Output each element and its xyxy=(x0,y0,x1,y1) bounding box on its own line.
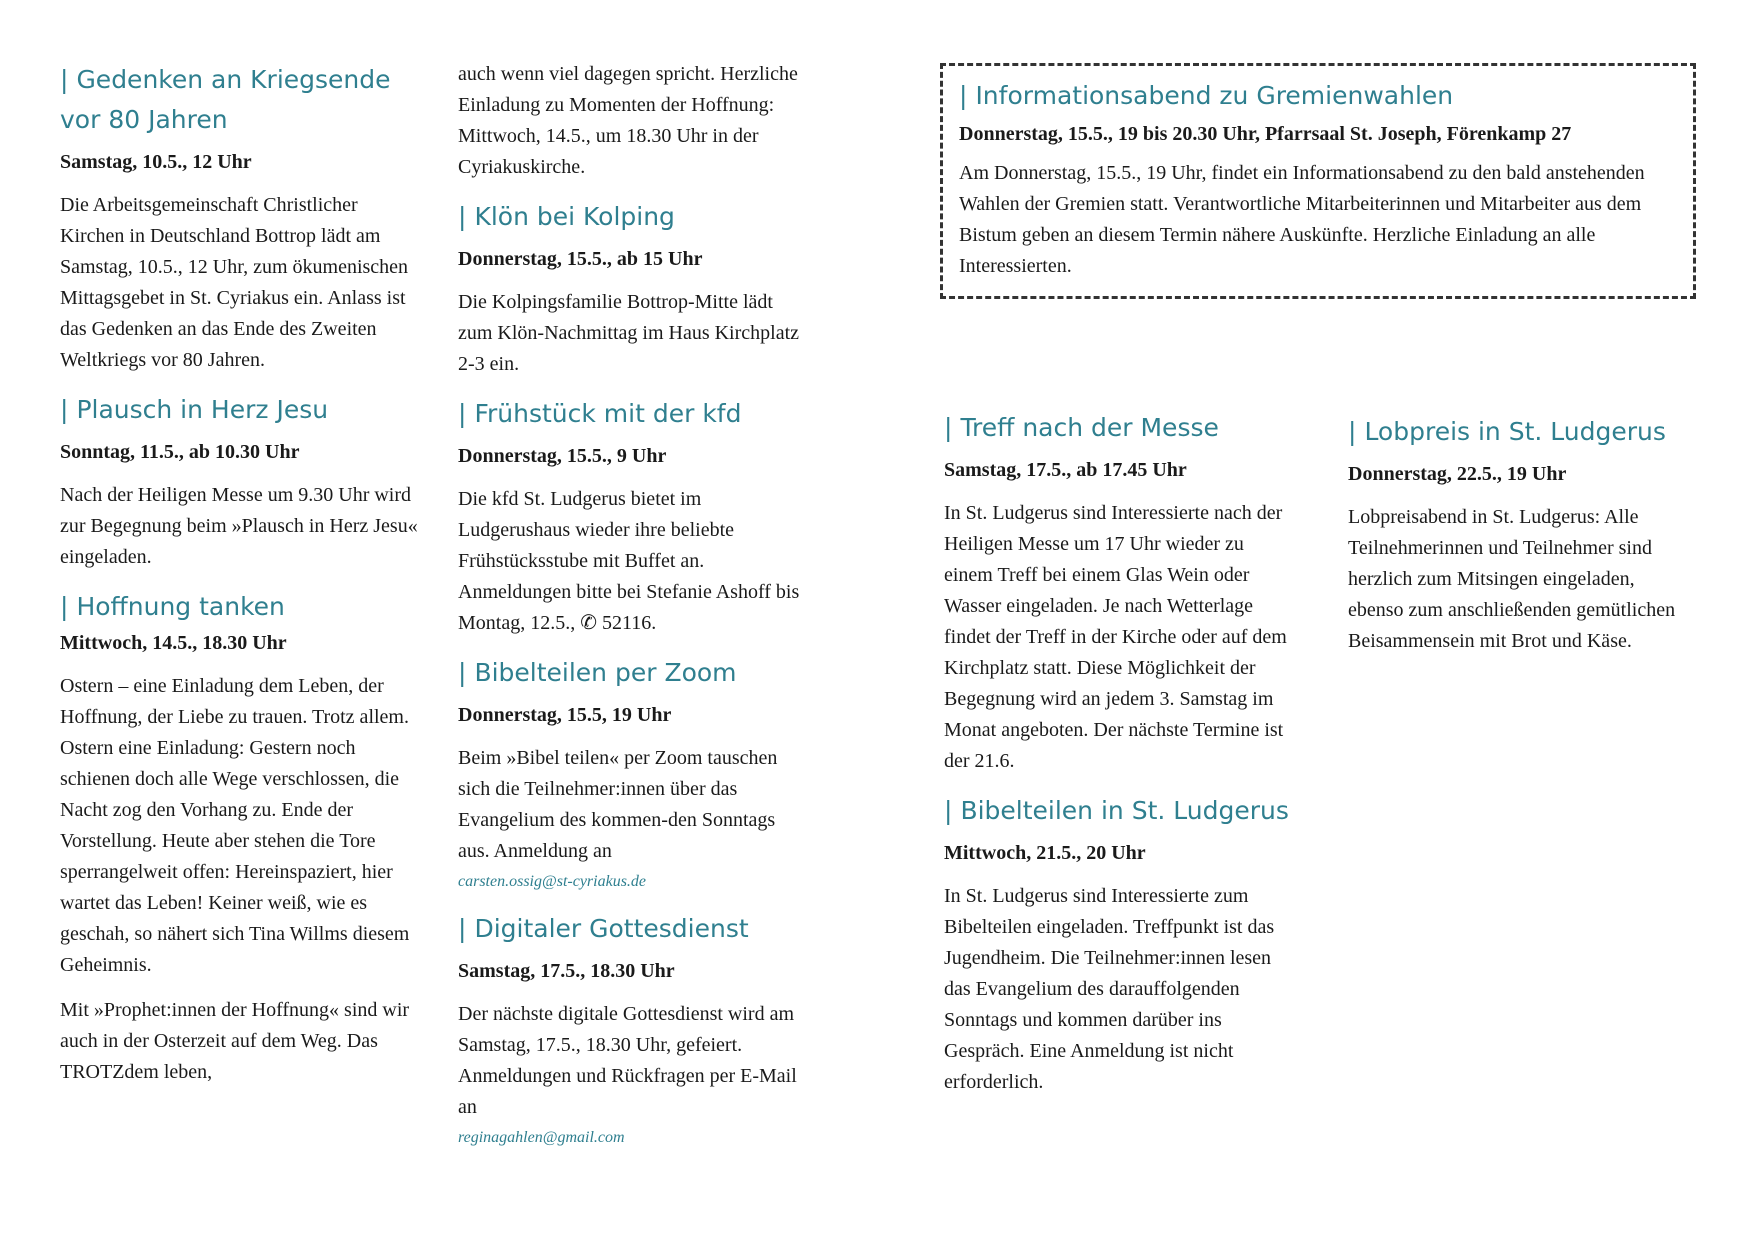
heading-bar: | xyxy=(60,395,69,424)
event-text: In St. Ludgerus sind Interessierte nach der Heiligen Messe um 17 Uhr wieder zu einem Treff bei einem Glas Wein oder Wasser eingeladen. Je nach Wetterlage findet der Treff in der Kirche oder auf dem Kirchplatz statt. Diese Möglichkeit der Begegnung wird an jedem 3. Samstag im Monat angeboten. Der nächste Termine ist der 21.6. xyxy=(944,502,1287,772)
heading-bar: | xyxy=(1348,417,1357,446)
event-date: Sonntag, 11.5., ab 10.30 Uhr xyxy=(60,441,300,463)
column-1 xyxy=(60,60,420,1102)
heading-bar: | xyxy=(458,202,467,231)
event-text: Mit »Prophet:innen der Hoffnung« sind wir auch in der Osterzeit auf dem Weg. Das TROTZdem leben, xyxy=(60,999,410,1083)
event-date: Samstag, 17.5., 18.30 Uhr xyxy=(458,960,675,982)
box-date: Donnerstag, 15.5., 19 bis 20.30 Uhr, Pfarrsaal St. Joseph, Förenkamp 27 xyxy=(959,123,1572,145)
column-3 xyxy=(944,408,1296,1112)
event-date: Donnerstag, 15.5., 9 Uhr xyxy=(458,445,667,467)
event-text: Die Arbeitsgemeinschaft Christlicher Kirchen in Deutschland Bottrop lädt am Samstag, 10.5., 12 Uhr, zum ökumenischen Mittagsgebet in St. Cyriakus ein. Anlass ist das Gedenken an das Ende des Zweiten Weltkriegs vor 80 Jahren. xyxy=(60,194,409,371)
heading-bar: | xyxy=(944,413,953,442)
event-date: Donnerstag, 15.5, 19 Uhr xyxy=(458,704,672,726)
heading-bar: | xyxy=(458,914,467,943)
event-text-continued: auch wenn viel dagegen spricht. Herzliche Einladung zu Momenten der Hoffnung: Mittwoch, 14.5., um 18.30 Uhr in der Cyriakuskirche. xyxy=(458,63,798,178)
section-title: | Digitaler Gottesdienst xyxy=(458,914,749,943)
email-link[interactable]: carsten.ossig@st-cyriakus.de xyxy=(458,873,647,890)
heading-bar: | xyxy=(60,592,69,621)
section-title: | Bibelteilen per Zoom xyxy=(458,658,737,687)
info-box xyxy=(940,63,1696,299)
column-2 xyxy=(458,59,803,1165)
event-text: In St. Ludgerus sind Interessierte zum Bibelteilen eingeladen. Treffpunkt ist das Jugendheim. Die Teilnehmer:innen lesen das Evangelium des darauffolgenden Sonntags und kommen darüber ins Gespräch. Eine Anmeldung ist nicht erforderlich. xyxy=(944,885,1275,1093)
event-date: Mittwoch, 14.5., 18.30 Uhr xyxy=(60,632,287,654)
section-title: | Lobpreis in St. Ludgerus xyxy=(1348,417,1666,446)
event-date: Samstag, 10.5., 12 Uhr xyxy=(60,151,252,173)
event-text: Ostern – eine Einladung dem Leben, der Hoffnung, der Liebe zu trauen. Trotz allem. Ostern eine Einladung: Gestern noch schienen doch alle Wege verschlossen, die Nacht zog den Vorhang zu. Ende der Vorstellung. Heute aber stehen die Tore sperrangelweit offen: Hereinspaziert, hier wartet das Leben! Keiner weiß, wie es geschah, so nähert sich Tina Willms diesem Geheimnis. xyxy=(60,675,410,976)
heading-bar: | xyxy=(458,399,467,428)
event-text: Beim »Bibel teilen« per Zoom tauschen sich die Teilnehmer:innen über das Evangelium des kommen-den Sonntags aus. Anmeldung an xyxy=(458,747,778,862)
event-text: Der nächste digitale Gottesdienst wird am Samstag, 17.5., 18.30 Uhr, gefeiert. Anmeldungen und Rückfragen per E-Mail an xyxy=(458,1003,797,1118)
event-date: Donnerstag, 15.5., ab 15 Uhr xyxy=(458,248,703,270)
heading-bar: | xyxy=(458,658,467,687)
section-title: | Klön bei Kolping xyxy=(458,202,675,231)
section-title: | Gedenken an Kriegsende vor 80 Jahren xyxy=(60,65,391,134)
heading-bar: | xyxy=(60,65,69,94)
section-title: | Bibelteilen in St. Ludgerus xyxy=(944,796,1289,825)
section-title: | Frühstück mit der kfd xyxy=(458,399,742,428)
email-link[interactable]: reginagahlen@gmail.com xyxy=(458,1129,625,1146)
event-text: Lobpreisabend in St. Ludgerus: Alle Teilnehmerinnen und Teilnehmer sind herzlich zum Mitsingen eingeladen, ebenso zum anschließenden gemütlichen Beisammensein mit Brot und Käse. xyxy=(1348,506,1676,652)
event-date: Samstag, 17.5., ab 17.45 Uhr xyxy=(944,459,1187,481)
box-title: | Informationsabend zu Gremienwahlen xyxy=(959,81,1454,110)
box-text: Am Donnerstag, 15.5., 19 Uhr, findet ein Informationsabend zu den bald anstehenden Wahlen der Gremien statt. Verantwortliche Mitarbeiterinnen und Mitarbeiter aus dem Bistum geben an diesem Termin nähere Auskünfte. Herzliche Einladung an alle Interessierten. xyxy=(959,162,1645,277)
heading-bar: | xyxy=(959,81,968,110)
column-4 xyxy=(1348,412,1688,671)
section-title: | Hoffnung tanken xyxy=(60,592,285,621)
event-date: Mittwoch, 21.5., 20 Uhr xyxy=(944,842,1146,864)
section-title: | Plausch in Herz Jesu xyxy=(60,395,329,424)
event-date: Donnerstag, 22.5., 19 Uhr xyxy=(1348,463,1567,485)
section-title: | Treff nach der Messe xyxy=(944,413,1219,442)
event-text: Nach der Heiligen Messe um 9.30 Uhr wird zur Begegnung beim »Plausch in Herz Jesu« eingeladen. xyxy=(60,484,418,568)
event-text: Die kfd St. Ludgerus bietet im Ludgerushaus wieder ihre beliebte Frühstücksstube mit Buffet an. Anmeldungen bitte bei Stefanie Ashoff bis Montag, 12.5., ✆ 52116. xyxy=(458,488,800,634)
event-text: Die Kolpingsfamilie Bottrop-Mitte lädt zum Klön-Nachmittag im Haus Kirchplatz 2-3 ein. xyxy=(458,291,800,375)
heading-bar: | xyxy=(944,796,953,825)
